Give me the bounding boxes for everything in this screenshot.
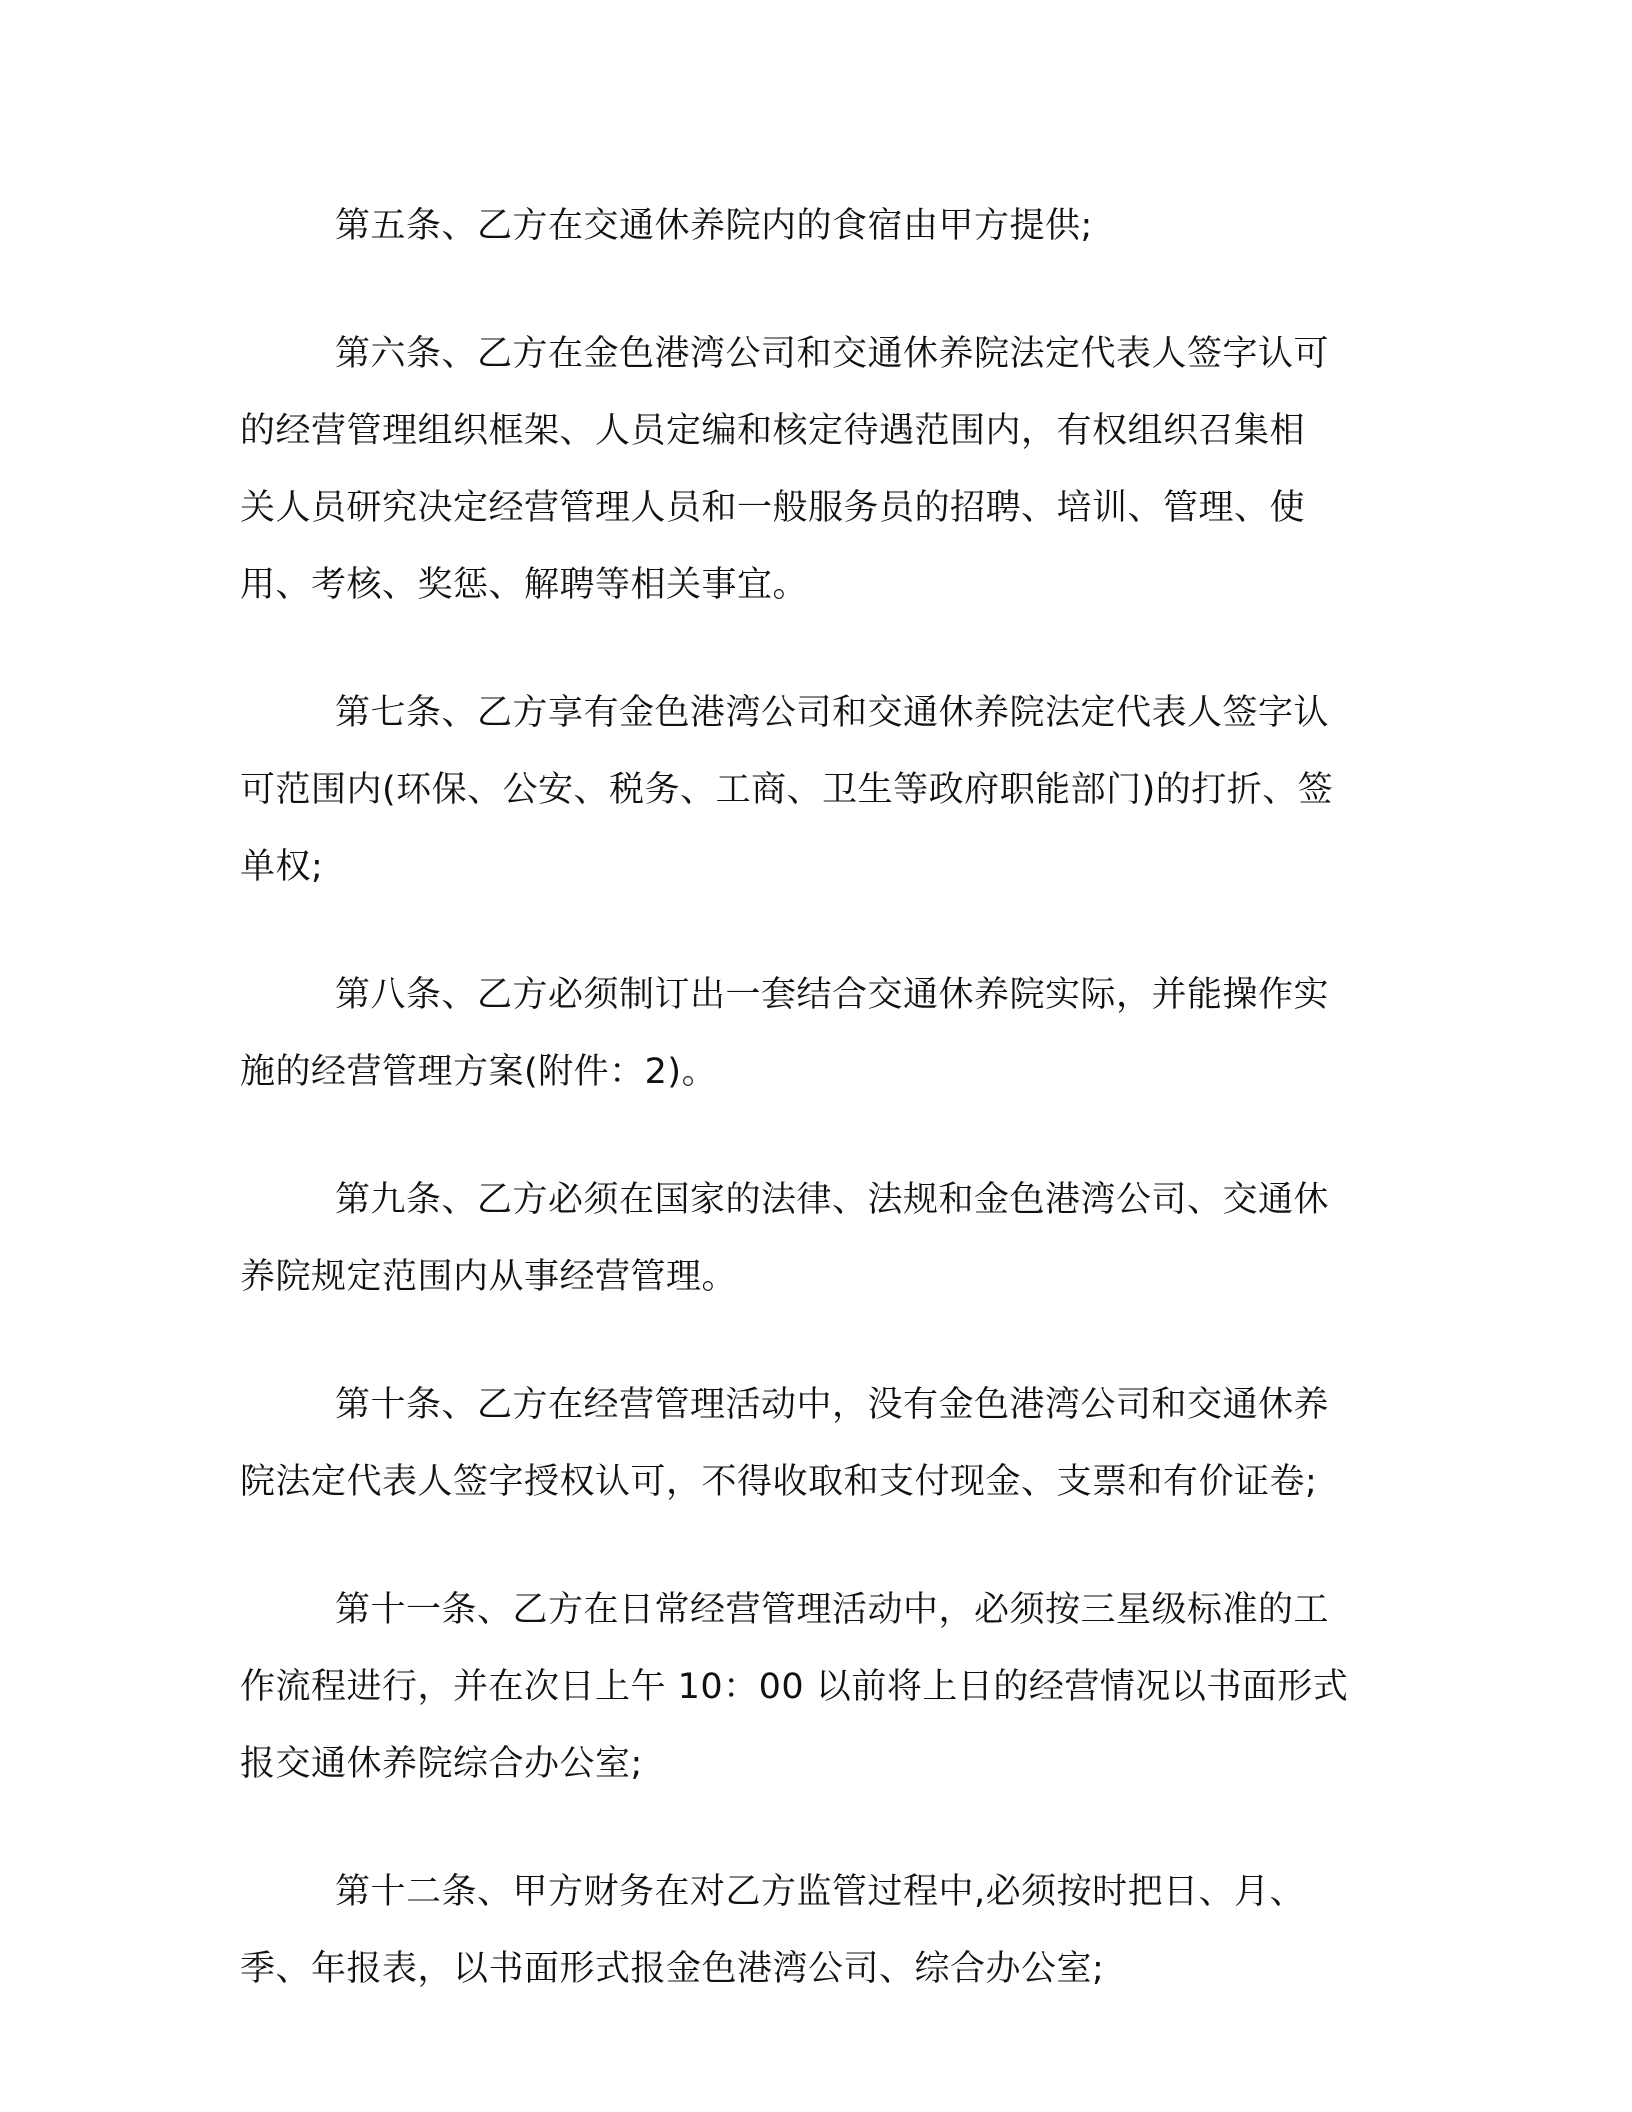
article-8 — [240, 957, 1390, 1111]
document-body — [240, 188, 1390, 2059]
article-line: 用、考核、奖惩、解聘等相关事宜。 — [240, 565, 809, 605]
article-line: 可范围内(环保、公安、税务、工商、卫生等政府职能部门)的打折、签 — [240, 770, 1334, 810]
article-line: 第十一条、乙方在日常经营管理活动中，必须按三星级标准的工 — [335, 1590, 1330, 1630]
article-line: 第五条、乙方在交通休养院内的食宿由甲方提供; — [335, 206, 1093, 246]
article-11 — [240, 1572, 1390, 1803]
article-line: 单权; — [240, 847, 324, 887]
article-9 — [240, 1162, 1390, 1316]
article-6 — [240, 316, 1390, 624]
article-line: 第六条、乙方在金色港湾公司和交通休养院法定代表人签字认可 — [335, 334, 1330, 374]
article-7 — [240, 675, 1390, 906]
article-line: 季、年报表，以书面形式报金色港湾公司、综合办公室; — [240, 1949, 1105, 1989]
article-line: 报交通休养院综合办公室; — [240, 1744, 643, 1784]
article-line: 第十条、乙方在经营管理活动中，没有金色港湾公司和交通休养 — [335, 1385, 1330, 1425]
article-line: 第十二条、甲方财务在对乙方监管过程中,必须按时把日、月、 — [335, 1872, 1306, 1912]
article-line: 院法定代表人签字授权认可，不得收取和支付现金、支票和有价证卷; — [240, 1462, 1318, 1502]
article-line: 施的经营管理方案(附件：2)。 — [240, 1052, 718, 1092]
article-line: 作流程进行，并在次日上午 10：00 以前将上日的经营情况以书面形式 — [240, 1667, 1349, 1707]
article-line: 的经营管理组织框架、人员定编和核定待遇范围内，有权组织召集相 — [240, 411, 1306, 451]
article-line: 第九条、乙方必须在国家的法律、法规和金色港湾公司、交通休 — [335, 1180, 1330, 1220]
article-line: 第八条、乙方必须制订出一套结合交通休养院实际，并能操作实 — [335, 975, 1330, 1015]
article-5 — [240, 188, 1390, 265]
article-12 — [240, 1854, 1390, 2008]
article-10 — [240, 1367, 1390, 1521]
article-line: 关人员研究决定经营管理人员和一般服务员的招聘、培训、管理、使 — [240, 488, 1306, 528]
article-line: 养院规定范围内从事经营管理。 — [240, 1257, 738, 1297]
article-line: 第七条、乙方享有金色港湾公司和交通休养院法定代表人签字认 — [335, 693, 1330, 733]
